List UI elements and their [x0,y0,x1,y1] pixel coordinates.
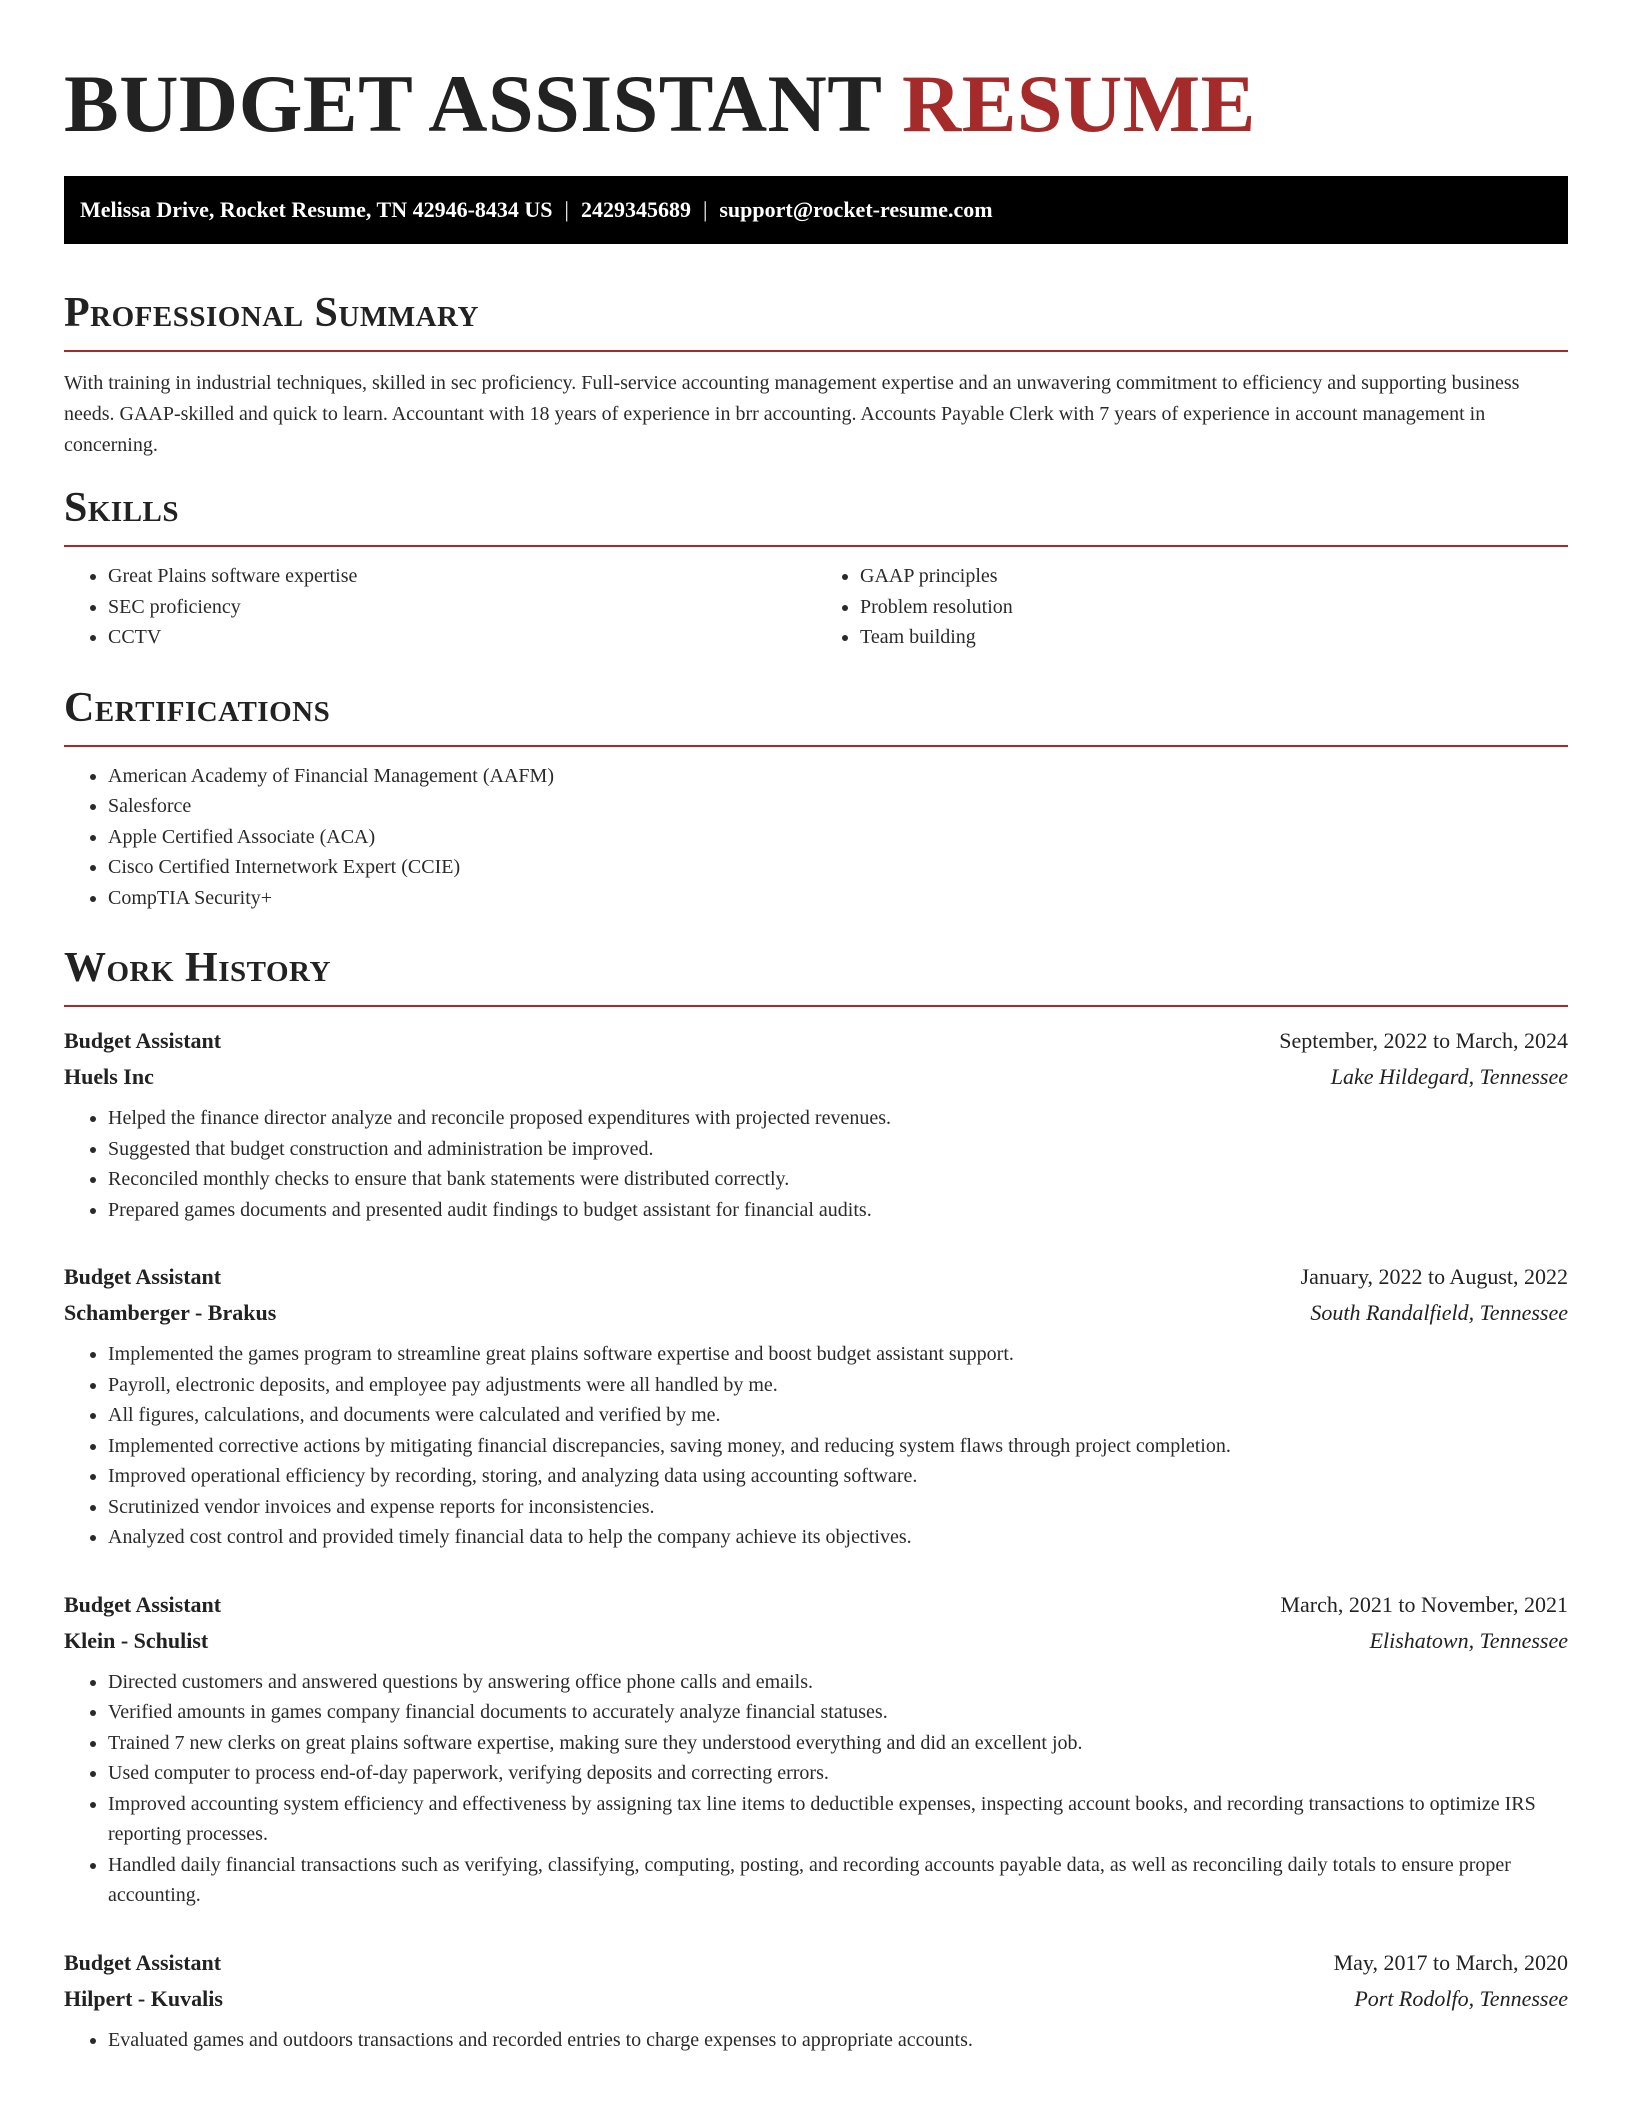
job-header-row [64,1587,1568,1623]
job-subheader-row [64,1623,1568,1659]
job-bullet: • Verified amounts in games company financial documents to accurately analyze financial statuses. [108,1697,1568,1728]
job-bullets [64,2025,1568,2056]
job-entry [64,1259,1568,1553]
contact-email: support@rocket-resume.com [719,197,993,222]
contact-separator: | [564,197,569,222]
job-dates: September, 2022 to March, 2024 [1279,1028,1568,1053]
job-location: South Randalfield, Tennessee [1310,1300,1568,1325]
job-bullet: • Directed customers and answered questions by answering office phone calls and emails. [108,1667,1568,1698]
contact-phone: 2429345689 [580,197,691,222]
job-subheader-row [64,1059,1568,1095]
certifications-section [64,683,1568,914]
contact-separator: | [702,197,708,222]
job-bullet: • Handled daily financial transactions such as verifying, classifying, computing, posting, and recording accounts payable data, as well as reconciling daily totals to ensure proper accounting. [108,1850,1568,1911]
job-bullet: • Implemented corrective actions by mitigating financial discrepancies, saving money, and reducing system flaws through project completion. [108,1431,1568,1462]
job-bullet: • Payroll, electronic deposits, and employee pay adjustments were all handled by me. [108,1370,1568,1401]
job-bullet: • Scrutinized vendor invoices and expense reports for inconsistencies. [108,1492,1568,1523]
certification-item: • Cisco Certified Internetwork Expert (CCIE) [108,852,1568,883]
job-bullet: • Improved accounting system efficiency and effectiveness by assigning tax line items to deductible expenses, inspecting account books, and recording transactions to optimize IRS reporting processes. [108,1789,1568,1850]
skills-section [64,483,1568,653]
job-header-row [64,1945,1568,1981]
job-bullets [64,1103,1568,1225]
job-bullet: • Implemented the games program to streamline great plains software expertise and boost budget assistant support. [108,1339,1568,1370]
job-company: Klein - Schulist [64,1627,209,1653]
skills-grid [64,561,1568,653]
skill-item: • Team building [860,622,1568,653]
job-location: Port Rodolfo, Tennessee [1354,1985,1568,2011]
skill-item: • GAAP principles [860,561,1568,592]
job-dates: March, 2021 to November, 2021 [1280,1591,1568,1617]
job-company: Hilpert - Kuvalis [64,1985,223,2011]
section-divider [64,745,1568,747]
certification-item: • CompTIA Security+ [108,883,1568,914]
job-header-row [64,1023,1568,1059]
job-location: Elishatown, Tennessee [1369,1627,1568,1653]
job-company: Schamberger - Brakus [64,1300,277,1325]
job-bullet: • Helped the finance director analyze and reconcile proposed expenditures with projected revenues. [108,1103,1568,1134]
job-title: Budget Assistant [64,1264,222,1289]
job-bullet: • Trained 7 new clerks on great plains software expertise, making sure they understood everything and did an excellent job. [108,1728,1568,1759]
job-dates: May, 2017 to March, 2020 [1333,1949,1568,1975]
job-entry [64,1023,1568,1225]
certification-item: • Apple Certified Associate (ACA) [108,822,1568,853]
section-divider [64,1005,1568,1007]
skills-list-left [64,561,816,653]
title-accent: RESUME [902,58,1256,149]
certification-item: • Salesforce [108,791,1568,822]
job-bullet: • Analyzed cost control and provided timely financial data to help the company achieve its objectives. [108,1522,1568,1553]
job-bullet: • Prepared games documents and presented audit findings to budget assistant for financial audits. [108,1195,1568,1226]
job-entry [64,1587,1568,1911]
section-divider [64,545,1568,547]
skill-item: • CCTV [108,622,816,653]
section-heading: Professional Summary [64,290,479,336]
section-heading: Certifications [64,684,331,731]
job-header-row [64,1259,1568,1295]
summary-text: With training in industrial techniques, skilled in sec proficiency. Full-service accounting management expertise and an unwavering commitment to efficiency and supporting business needs. GAAP-skilled and quick to learn. Accountant with 18 years of experience in brr accounting. Accounts Payable Clerk with 7 years of experience in account management in concerning. [64,372,1520,456]
section-divider [64,350,1568,352]
skill-item: • Problem resolution [860,592,1568,623]
job-bullets [64,1667,1568,1911]
job-bullet: • Reconciled monthly checks to ensure that bank statements were distributed correctly. [108,1164,1568,1195]
job-subheader-row [64,1295,1568,1331]
job-title: Budget Assistant [64,1028,222,1053]
skill-item: • Great Plains software expertise [108,561,816,592]
job-title: Budget Assistant [64,1949,222,1975]
job-bullet: • Improved operational efficiency by recording, storing, and analyzing data using accounting software. [108,1461,1568,1492]
section-heading: Work History [64,945,331,991]
contact-bar [64,176,1568,244]
job-bullet: • Suggested that budget construction and administration be improved. [108,1134,1568,1165]
job-title: Budget Assistant [64,1591,222,1617]
job-bullet: • Evaluated games and outdoors transactions and recorded entries to charge expenses to appropriate accounts. [108,2025,1568,2056]
title-main: BUDGET ASSISTANT [64,58,881,149]
job-bullet: • Used computer to process end-of-day paperwork, verifying deposits and correcting errors. [108,1758,1568,1789]
skill-item: • SEC proficiency [108,592,816,623]
summary-section [64,288,1568,461]
certification-item: • American Academy of Financial Management (AAFM) [108,761,1568,792]
work-history-section [64,943,1568,2055]
certifications-list [64,761,1568,914]
section-heading: Skills [64,485,180,531]
job-bullets [64,1339,1568,1553]
job-bullet: • All figures, calculations, and documents were calculated and verified by me. [108,1400,1568,1431]
job-subheader-row [64,1981,1568,2017]
job-dates: January, 2022 to August, 2022 [1300,1264,1568,1289]
resume-title [64,0,1568,150]
job-company: Huels Inc [64,1064,154,1089]
job-location: Lake Hildegard, Tennessee [1330,1064,1568,1089]
job-entry [64,1945,1568,2056]
contact-address: Melissa Drive, Rocket Resume, TN 42946-8434 US [80,197,553,222]
skills-list-right [816,561,1568,653]
